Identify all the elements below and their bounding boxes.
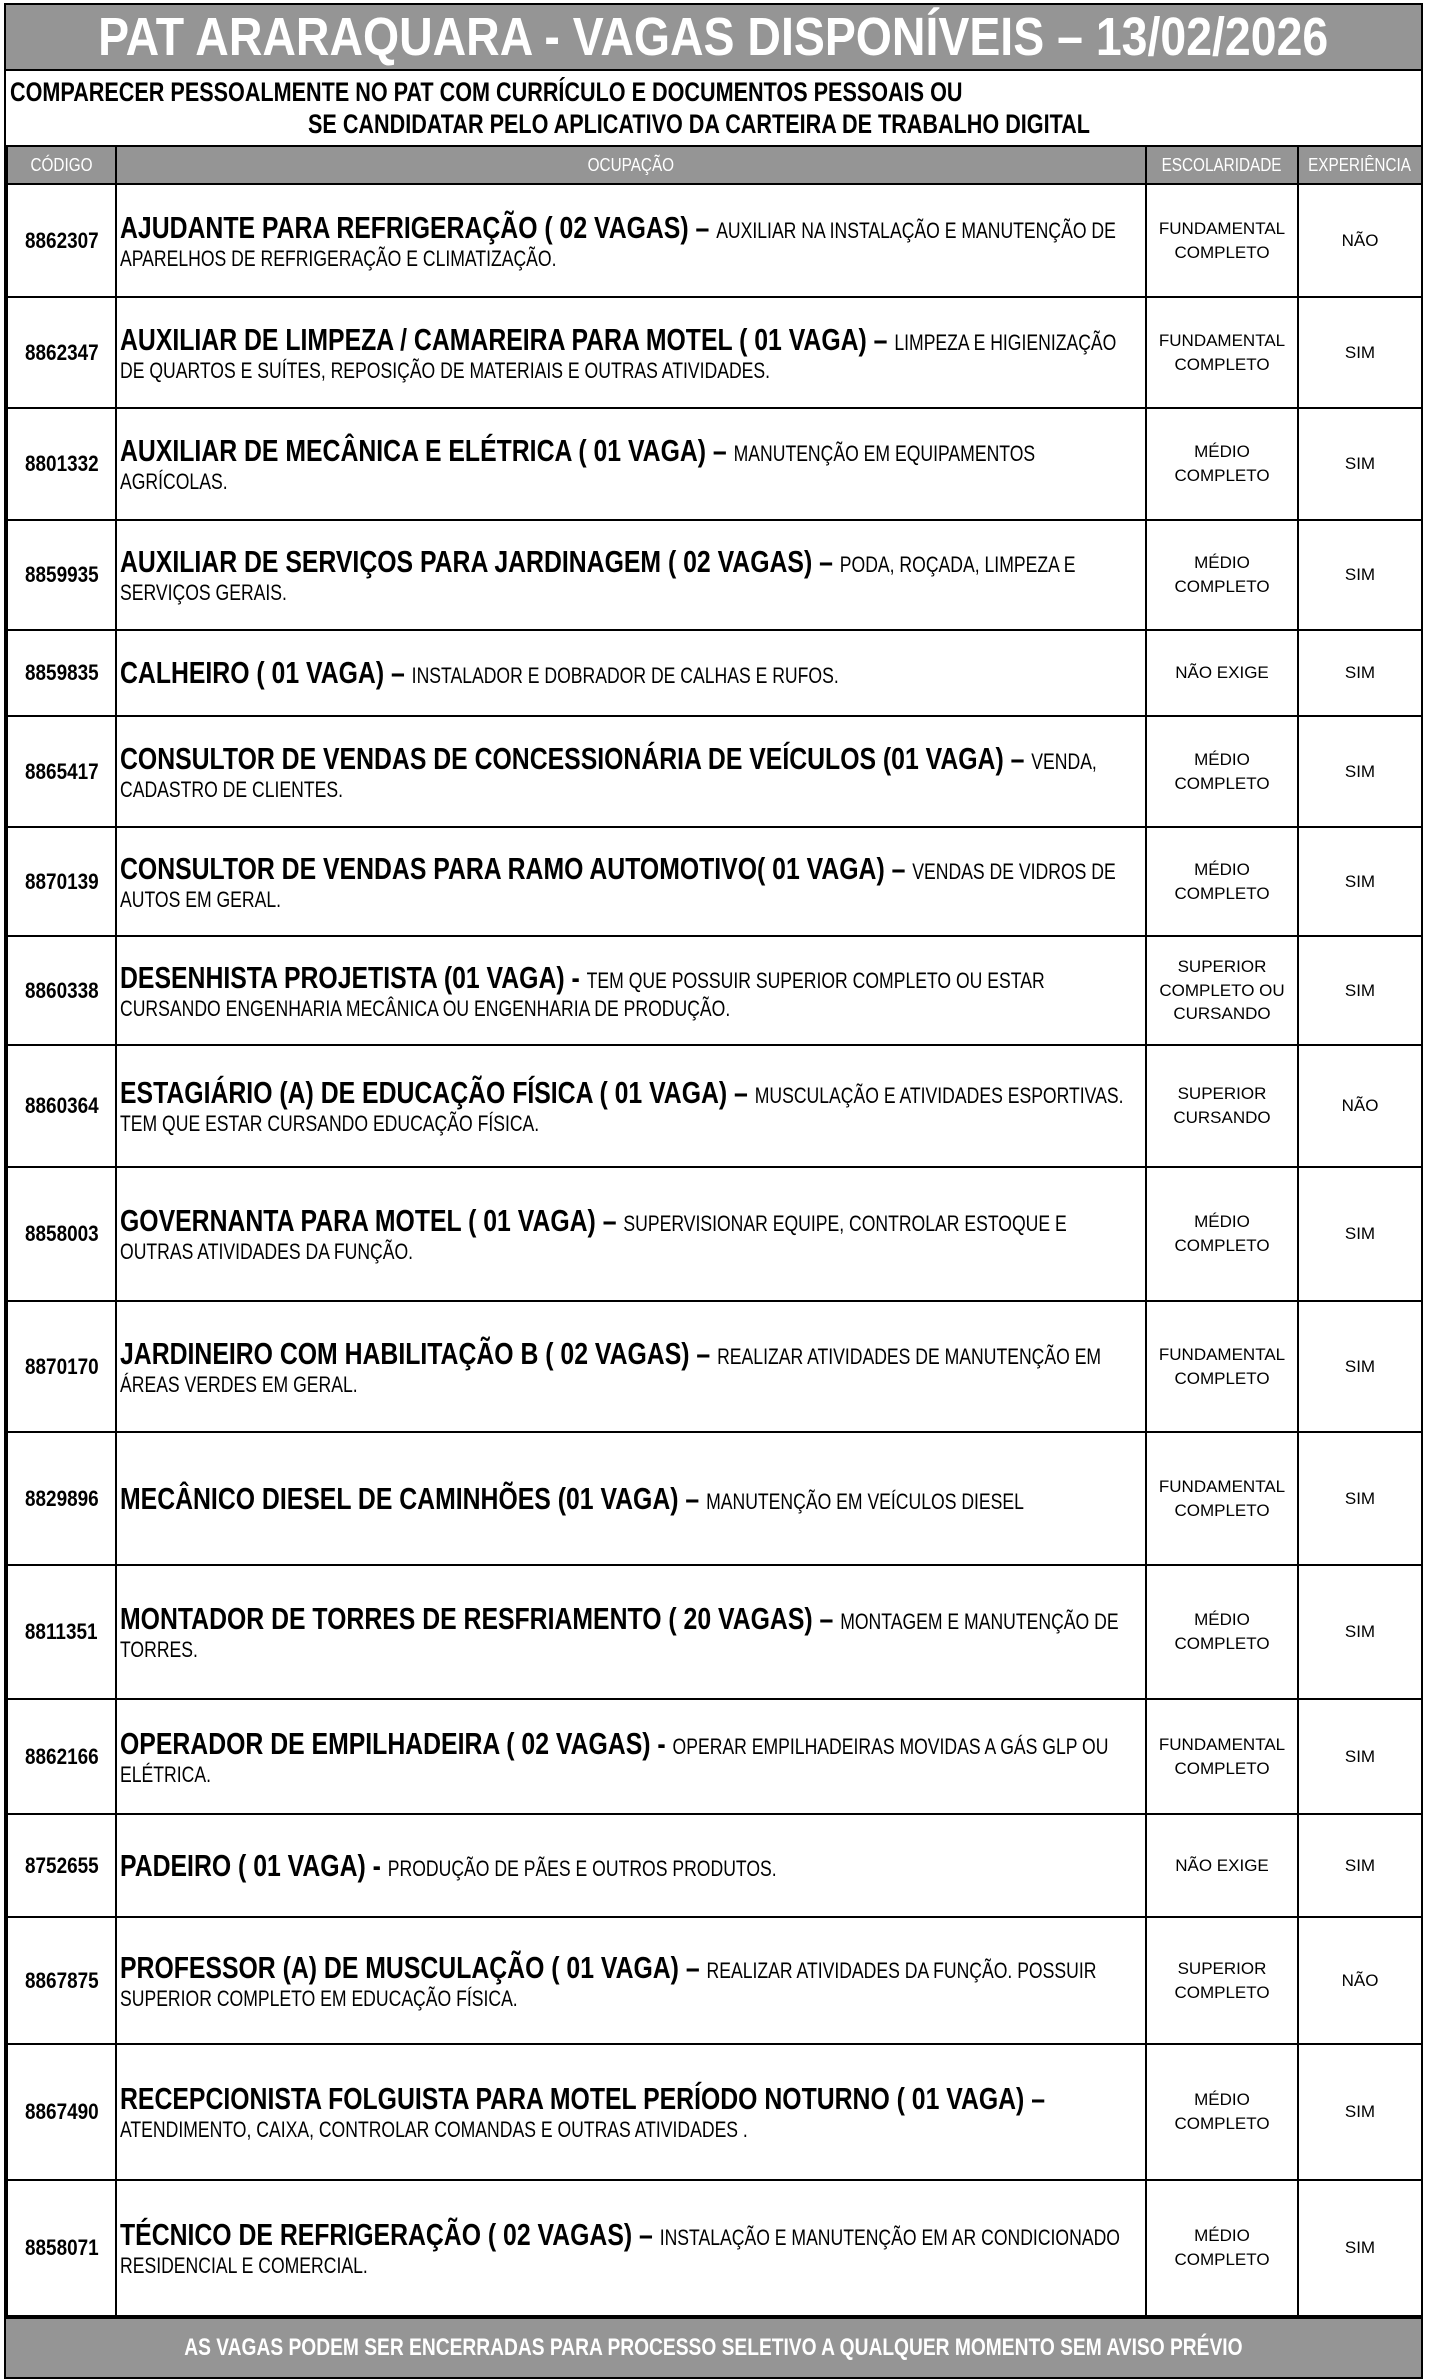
job-experience: SIM (1298, 936, 1422, 1045)
job-education-line: SUPERIOR (1177, 1084, 1267, 1104)
footer-notice: AS VAGAS PODEM SER ENCERRADAS PARA PROCESSO SELETIVO A QUALQUER MOMENTO SEM AVISO PRÉVIO (184, 2334, 1243, 2361)
job-code: 8867875 (24, 1967, 99, 1993)
column-header-experience-label: EXPERIÊNCIA (1308, 154, 1412, 175)
job-education-cell (1146, 716, 1298, 827)
job-education-cell (1146, 1565, 1298, 1699)
table-row (7, 184, 1422, 297)
job-code: 8858071 (24, 2235, 99, 2260)
job-education-line: COMPLETO OU (1159, 980, 1285, 1000)
job-experience: SIM (1298, 297, 1422, 408)
job-title: CALHEIRO ( 01 VAGA) – (120, 655, 412, 691)
page-title: PAT ARARAQUARA - VAGAS DISPONÍVEIS – 13/02/2026 (98, 7, 1329, 67)
job-education-line: MÉDIO (1194, 553, 1250, 573)
job-occupation (120, 544, 1137, 605)
job-description: LIMPEZA E HIGIENIZAÇÃO DE QUARTOS E SUÍTES, REPOSIÇÃO DE MATERIAIS E OUTRAS ATIVIDADES. (120, 329, 1117, 383)
job-title: MONTADOR DE TORRES DE RESFRIAMENTO ( 20 VAGAS) – (120, 1601, 841, 1637)
job-experience: SIM (1298, 2180, 1422, 2316)
job-education-line: COMPLETO (1174, 1634, 1270, 1653)
job-education-cell (1146, 297, 1298, 408)
table-row (7, 1301, 1422, 1432)
job-experience: NÃO (1298, 184, 1422, 297)
job-title: CONSULTOR DE VENDAS DE CONCESSIONÁRIA DE VEÍCULOS (01 VAGA) – (120, 740, 1032, 776)
job-occupation-cell (116, 2044, 1146, 2180)
job-title: AJUDANTE PARA REFRIGERAÇÃO ( 02 VAGAS) – (120, 209, 717, 245)
job-occupation-cell (116, 1167, 1146, 1301)
column-header-occupation-label: OCUPAÇÃO (587, 154, 675, 175)
job-code-cell (7, 1432, 116, 1565)
job-education-line: COMPLETO (1174, 2114, 1270, 2133)
job-code-cell (7, 2044, 116, 2180)
job-occupation (120, 433, 1137, 494)
column-header-code-label: CÓDIGO (30, 154, 93, 175)
job-experience: NÃO (1298, 1045, 1422, 1167)
job-experience: SIM (1298, 1565, 1422, 1699)
job-occupation-cell (116, 1045, 1146, 1167)
job-education-line: MÉDIO (1194, 2090, 1250, 2110)
job-code: 8752655 (24, 1852, 99, 1878)
instructions-line-1: COMPARECER PESSOALMENTE NO PAT COM CURRÍCULO E DOCUMENTOS PESSOAIS OU (10, 77, 963, 107)
table-row (7, 1045, 1422, 1167)
job-education-line: COMPLETO (1174, 883, 1270, 903)
job-education-line: COMPLETO (1174, 577, 1270, 596)
title-band (6, 5, 1421, 71)
job-experience: SIM (1298, 716, 1422, 827)
job-code-cell (7, 1565, 116, 1699)
instructions (6, 71, 1421, 147)
table-row (7, 1167, 1422, 1301)
job-experience: SIM (1298, 1699, 1422, 1814)
job-code: 8870170 (24, 1353, 99, 1379)
job-education-cell (1146, 936, 1298, 1045)
job-code-cell (7, 827, 116, 936)
job-occupation (120, 851, 1137, 912)
job-description: MANUTENÇÃO EM EQUIPAMENTOS AGRÍCOLAS. (120, 441, 1036, 495)
job-education-cell (1146, 1045, 1298, 1167)
job-title: OPERADOR DE EMPILHADEIRA ( 02 VAGAS) - (120, 1725, 673, 1761)
job-code-cell (7, 1699, 116, 1814)
column-header-education (1146, 147, 1298, 184)
job-title: CONSULTOR DE VENDAS PARA RAMO AUTOMOTIVO( 01 VAGA) – (120, 850, 913, 886)
job-description: VENDA, CADASTRO DE CLIENTES. (120, 748, 1097, 802)
job-occupation (120, 655, 1137, 691)
job-occupation (120, 1848, 1137, 1884)
job-occupation-cell (116, 2180, 1146, 2316)
job-code-cell (7, 716, 116, 827)
job-education-cell (1146, 2180, 1298, 2316)
job-code-cell (7, 1814, 116, 1917)
job-occupation (120, 1950, 1137, 2011)
job-code-cell (7, 1301, 116, 1432)
job-description: AUXILIAR NA INSTALAÇÃO E MANUTENÇÃO DE APARELHOS DE REFRIGERAÇÃO E CLIMATIZAÇÃO. (120, 217, 1116, 271)
table-row (7, 520, 1422, 630)
job-code-cell (7, 1045, 116, 1167)
table-row (7, 1699, 1422, 1814)
jobs-table (6, 147, 1423, 2317)
job-description: ATENDIMENTO, CAIXA, CONTROLAR COMANDAS E OUTRAS ATIVIDADES . (120, 2117, 748, 2143)
job-experience: SIM (1298, 827, 1422, 936)
job-code-cell (7, 1167, 116, 1301)
job-education-line: MÉDIO (1194, 1610, 1250, 1630)
job-education-line: COMPLETO (1174, 242, 1270, 262)
job-occupation-cell (116, 827, 1146, 936)
job-occupation-cell (116, 1301, 1146, 1432)
job-occupation-cell (116, 630, 1146, 716)
job-occupation (120, 2081, 1137, 2142)
job-experience: SIM (1298, 1814, 1422, 1917)
job-occupation (120, 1481, 1137, 1517)
job-occupation-cell (116, 936, 1146, 1045)
job-education-line: MÉDIO (1194, 1212, 1250, 1232)
job-occupation-cell (116, 408, 1146, 520)
job-education-cell (1146, 1699, 1298, 1814)
job-code: 8858003 (24, 1221, 99, 1246)
job-education-cell (1146, 2044, 1298, 2180)
job-title: PROFESSOR (A) DE MUSCULAÇÃO ( 01 VAGA) – (120, 1949, 707, 1985)
job-education-cell (1146, 184, 1298, 297)
job-description: PODA, ROÇADA, LIMPEZA E SERVIÇOS GERAIS. (120, 552, 1076, 606)
job-occupation-cell (116, 716, 1146, 827)
job-education-cell (1146, 1301, 1298, 1432)
column-header-code (7, 147, 116, 184)
table-row (7, 1565, 1422, 1699)
job-occupation (120, 2217, 1137, 2278)
job-description: PRODUÇÃO DE PÃES E OUTROS PRODUTOS. (387, 1855, 777, 1881)
job-education-line: NÃO EXIGE (1175, 663, 1269, 683)
job-code-cell (7, 297, 116, 408)
job-experience: SIM (1298, 1301, 1422, 1432)
job-code: 8829896 (24, 1485, 99, 1511)
job-experience: SIM (1298, 2044, 1422, 2180)
job-education-line: SUPERIOR (1177, 1958, 1267, 1978)
job-education-line: COMPLETO (1174, 2250, 1270, 2269)
footer-notice-band (6, 2317, 1421, 2377)
job-education-cell (1146, 1814, 1298, 1917)
job-code-cell (7, 408, 116, 520)
table-row (7, 1814, 1422, 1917)
job-education-line: FUNDAMENTAL (1158, 1344, 1286, 1364)
job-education-line: COMPLETO (1174, 1368, 1270, 1388)
job-experience: SIM (1298, 408, 1422, 520)
table-row (7, 1432, 1422, 1565)
job-education-line: NÃO EXIGE (1175, 1855, 1269, 1875)
job-education-line: COMPLETO (1174, 466, 1270, 485)
job-title: RECEPCIONISTA FOLGUISTA PARA MOTEL PERÍODO NOTURNO ( 01 VAGA) – (120, 2081, 1045, 2117)
job-listing-sheet (4, 3, 1423, 2379)
job-code: 8801332 (24, 451, 99, 476)
job-occupation (120, 1075, 1137, 1136)
job-education-line: FUNDAMENTAL (1158, 330, 1286, 350)
job-education-line: COMPLETO (1174, 1500, 1270, 1520)
job-occupation-cell (116, 1917, 1146, 2044)
job-title: PADEIRO ( 01 VAGA) - (120, 1847, 388, 1883)
job-occupation-cell (116, 520, 1146, 630)
job-education-line: COMPLETO (1174, 1758, 1270, 1778)
job-education-line: MÉDIO (1194, 749, 1250, 769)
job-education-line: COMPLETO (1174, 773, 1270, 793)
job-education-line: CURSANDO (1173, 1108, 1271, 1127)
job-description: REALIZAR ATIVIDADES DE MANUTENÇÃO EM ÁREAS VERDES EM GERAL. (120, 1343, 1102, 1397)
table-row (7, 1917, 1422, 2044)
job-occupation (120, 1726, 1137, 1787)
table-row (7, 408, 1422, 520)
job-title: TÉCNICO DE REFRIGERAÇÃO ( 02 VAGAS) – (120, 2217, 660, 2253)
job-description: TEM QUE POSSUIR SUPERIOR COMPLETO OU ESTAR CURSANDO ENGENHARIA MECÂNICA OU ENGENHARIA DE PRODUÇÃO. (120, 967, 1045, 1021)
job-occupation (120, 210, 1137, 271)
job-description: MONTAGEM E MANUTENÇÃO DE TORRES. (120, 1609, 1119, 1663)
job-code-cell (7, 520, 116, 630)
job-description: MANUTENÇÃO EM VEÍCULOS DIESEL (706, 1488, 1024, 1514)
column-header-experience (1298, 147, 1422, 184)
job-education-line: MÉDIO (1194, 859, 1250, 879)
job-code: 8862347 (24, 339, 99, 365)
table-row (7, 2044, 1422, 2180)
job-title: MECÂNICO DIESEL DE CAMINHÕES (01 VAGA) – (120, 1480, 707, 1516)
job-occupation-cell (116, 1814, 1146, 1917)
job-code: 8859835 (24, 660, 99, 685)
job-occupation-cell (116, 184, 1146, 297)
job-occupation (120, 1203, 1137, 1264)
job-code: 8865417 (24, 758, 99, 784)
table-header-row (7, 147, 1422, 184)
job-education-line: SUPERIOR (1177, 956, 1267, 976)
job-education-line: COMPLETO (1174, 1236, 1270, 1255)
job-occupation (120, 1601, 1137, 1662)
job-code: 8862166 (24, 1743, 99, 1769)
job-description: INSTALADOR E DOBRADOR DE CALHAS E RUFOS. (411, 663, 839, 689)
job-code: 8870139 (24, 868, 99, 894)
job-education-cell (1146, 630, 1298, 716)
job-code-cell (7, 936, 116, 1045)
job-education-line: FUNDAMENTAL (1158, 1734, 1286, 1754)
column-header-education-label: ESCOLARIDADE (1162, 154, 1282, 175)
job-description: OPERAR EMPILHADEIRAS MOVIDAS A GÁS GLP OU ELÉTRICA. (120, 1733, 1109, 1787)
job-education-line: COMPLETO (1174, 354, 1270, 374)
job-experience: NÃO (1298, 1917, 1422, 2044)
job-title: AUXILIAR DE SERVIÇOS PARA JARDINAGEM ( 02 VAGAS) – (120, 544, 840, 580)
column-header-occupation (116, 147, 1146, 184)
job-education-cell (1146, 1432, 1298, 1565)
job-code: 8860338 (24, 977, 99, 1003)
job-occupation (120, 322, 1137, 383)
job-occupation-cell (116, 1565, 1146, 1699)
job-experience: SIM (1298, 1432, 1422, 1565)
table-row (7, 297, 1422, 408)
job-occupation-cell (116, 297, 1146, 408)
job-education-line: FUNDAMENTAL (1158, 218, 1286, 238)
job-education-line: MÉDIO (1194, 2226, 1250, 2246)
job-code-cell (7, 630, 116, 716)
table-row (7, 630, 1422, 716)
job-description: VENDAS DE VIDROS DE AUTOS EM GERAL. (120, 858, 1116, 912)
job-code-cell (7, 2180, 116, 2316)
job-education-line: CURSANDO (1173, 1004, 1271, 1024)
job-title: ESTAGIÁRIO (A) DE EDUCAÇÃO FÍSICA ( 01 VAGA) – (120, 1075, 755, 1111)
table-row (7, 2180, 1422, 2316)
job-education-line: COMPLETO (1174, 1982, 1270, 2002)
job-code: 8860364 (24, 1093, 99, 1118)
job-occupation-cell (116, 1432, 1146, 1565)
job-code-cell (7, 1917, 116, 2044)
job-title: DESENHISTA PROJETISTA (01 VAGA) - (120, 959, 587, 995)
job-experience: SIM (1298, 1167, 1422, 1301)
job-code: 8859935 (24, 562, 99, 587)
job-education-cell (1146, 520, 1298, 630)
job-description: SUPERVISIONAR EQUIPE, CONTROLAR ESTOQUE E OUTRAS ATIVIDADES DA FUNÇÃO. (120, 1211, 1067, 1265)
job-code-cell (7, 184, 116, 297)
job-code: 8867490 (24, 2099, 99, 2124)
job-title: GOVERNANTA PARA MOTEL ( 01 VAGA) – (120, 1203, 624, 1239)
job-description: MUSCULAÇÃO E ATIVIDADES ESPORTIVAS. TEM QUE ESTAR CURSANDO EDUCAÇÃO FÍSICA. (120, 1083, 1124, 1137)
job-education-line: FUNDAMENTAL (1158, 1476, 1286, 1496)
job-description: INSTALAÇÃO E MANUTENÇÃO EM AR CONDICIONADO RESIDENCIAL E COMERCIAL. (120, 2225, 1120, 2279)
job-occupation (120, 1336, 1137, 1397)
job-education-cell (1146, 1167, 1298, 1301)
job-code: 8862307 (24, 227, 99, 253)
job-title: AUXILIAR DE MECÂNICA E ELÉTRICA ( 01 VAGA) – (120, 433, 734, 469)
job-code: 8811351 (25, 1619, 98, 1644)
instructions-line-2: SE CANDIDATAR PELO APLICATIVO DA CARTEIRA DE TRABALHO DIGITAL (308, 109, 1090, 139)
job-education-line: MÉDIO (1194, 442, 1250, 462)
job-title: JARDINEIRO COM HABILITAÇÃO B ( 02 VAGAS) – (120, 1335, 718, 1371)
table-row (7, 827, 1422, 936)
job-description: REALIZAR ATIVIDADES DA FUNÇÃO. POSSUIR SUPERIOR COMPLETO EM EDUCAÇÃO FÍSICA. (120, 1957, 1097, 2011)
job-occupation (120, 741, 1137, 802)
job-experience: SIM (1298, 630, 1422, 716)
job-title: AUXILIAR DE LIMPEZA / CAMAREIRA PARA MOTEL ( 01 VAGA) – (120, 321, 895, 357)
job-experience: SIM (1298, 520, 1422, 630)
table-row (7, 716, 1422, 827)
job-education-cell (1146, 408, 1298, 520)
job-occupation-cell (116, 1699, 1146, 1814)
job-education-cell (1146, 827, 1298, 936)
job-occupation (120, 960, 1137, 1021)
job-education-cell (1146, 1917, 1298, 2044)
table-row (7, 936, 1422, 1045)
